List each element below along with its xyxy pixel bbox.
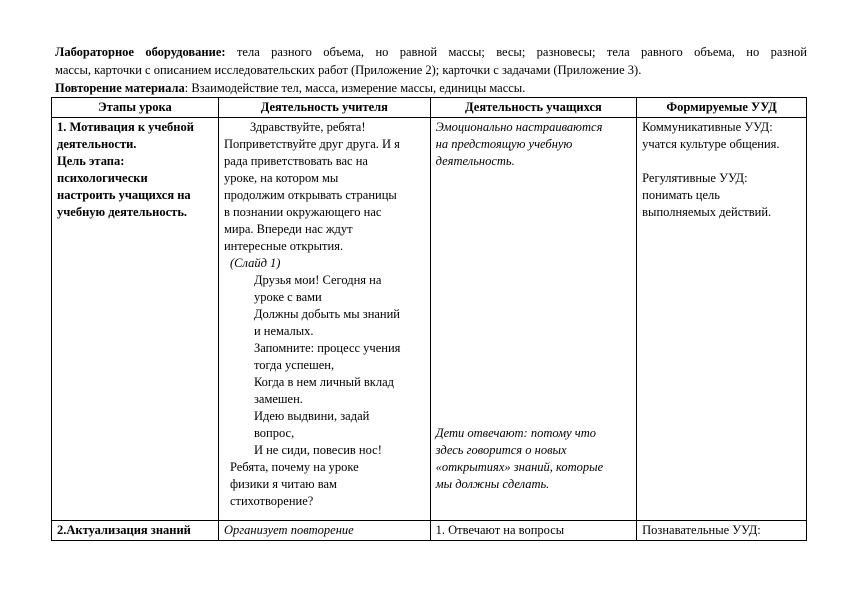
cell-line: учатся культуре общения. [642, 137, 780, 151]
cell-line: Должны добыть мы знаний [253, 307, 401, 321]
cell-line: Друзья мои! Сегодня на [253, 273, 382, 287]
lesson-table [51, 97, 807, 541]
header-uud: Формируемые УУД [637, 98, 807, 118]
cell-line: учебную деятельность. [57, 205, 188, 219]
table-row [52, 118, 807, 521]
equipment-line [55, 43, 807, 61]
table-row [52, 521, 807, 541]
cell-line: мира. Впереди нас ждут [223, 222, 353, 236]
cell-line: стихотворение? [229, 494, 314, 508]
cell-line: Здравствуйте, ребята! [249, 120, 366, 134]
students-cell [430, 118, 636, 521]
cell-line: Дети отвечают: потому что [435, 426, 597, 440]
uud-cell: Познавательные УУД: [637, 521, 807, 541]
teacher-cell [218, 118, 430, 521]
cell-line: замешен. [253, 392, 303, 406]
stage-cell [52, 118, 219, 521]
cell-line: деятельности. [57, 137, 137, 151]
review-text: : Взаимодействие тел, масса, измерение массы, единицы массы. [184, 81, 526, 95]
cell-line: интересные открытия. [223, 239, 344, 253]
cell-line: уроке, на котором мы [223, 171, 339, 185]
cell-line: вопрос, [253, 426, 295, 440]
header-teacher: Деятельность учителя [218, 98, 430, 118]
equipment-label: Лабораторное оборудование: [55, 45, 226, 59]
cell-line: тогда успешен, [253, 358, 335, 372]
cell-line: Поприветствуйте друг друга. И я [223, 137, 400, 151]
cell-line: Коммуникативные УУД: [642, 120, 773, 134]
cell-line: «открытиях» знаний, которые [435, 460, 604, 474]
cell-line: Цель этапа: [57, 154, 125, 168]
cell-line: уроке с вами [253, 290, 322, 304]
cell-line: рада приветствовать вас на [223, 154, 368, 168]
cell-line: выполняемых действий. [642, 205, 772, 219]
cell-line: здесь говорится о новых [435, 443, 567, 457]
cell-line: Запомните: процесс учения [253, 341, 401, 355]
cell-line: 1. Мотивация к учебной [57, 120, 194, 134]
cell-line: в познании окружающего нас [223, 205, 382, 219]
equipment-text: тела разного объема, но равной массы; весы; разновесы; тела равного объема, но разной [225, 45, 807, 59]
uud-cell [637, 118, 807, 521]
review-label: Повторение материала [55, 81, 185, 95]
cell-line: деятельность. [435, 154, 515, 168]
cell-line: психологически [57, 171, 148, 185]
cell-line: понимать цель [642, 188, 720, 202]
cell-line: И не сиди, повесив нос! [253, 443, 382, 457]
cell-line: Регулятивные УУД: [642, 171, 748, 185]
cell-line: Идею выдвини, задай [253, 409, 370, 423]
cell-line: (Слайд 1) [229, 256, 281, 270]
cell-line [642, 153, 801, 170]
cell-line: физики я читаю вам [229, 477, 337, 491]
intro [55, 43, 807, 97]
cell-line: настроить учащихся на [57, 188, 191, 202]
cell-line: продолжим открывать страницы [223, 188, 397, 202]
equipment-line-2: массы, карточки с описанием исследовательских работ (Приложение 2); карточки с задачами (Приложение 3). [55, 63, 642, 77]
cell-line: мы должны сделать. [435, 477, 550, 491]
cell-line: Эмоционально настраиваются [435, 120, 603, 134]
review-line [55, 79, 807, 97]
header-stages: Этапы урока [52, 98, 219, 118]
cell-line: и немалых. [253, 324, 314, 338]
cell-line: Когда в нем личный вклад [253, 375, 395, 389]
header-students: Деятельность учащихся [430, 98, 636, 118]
cell-line: на предстоящую учебную [435, 137, 573, 151]
header-row [52, 98, 807, 118]
students-cell: 1. Отвечают на вопросы [430, 521, 636, 541]
cell-line: Ребята, почему на уроке [229, 460, 359, 474]
teacher-cell: Организует повторение [218, 521, 430, 541]
stage-cell: 2.Актуализация знаний [52, 521, 219, 541]
